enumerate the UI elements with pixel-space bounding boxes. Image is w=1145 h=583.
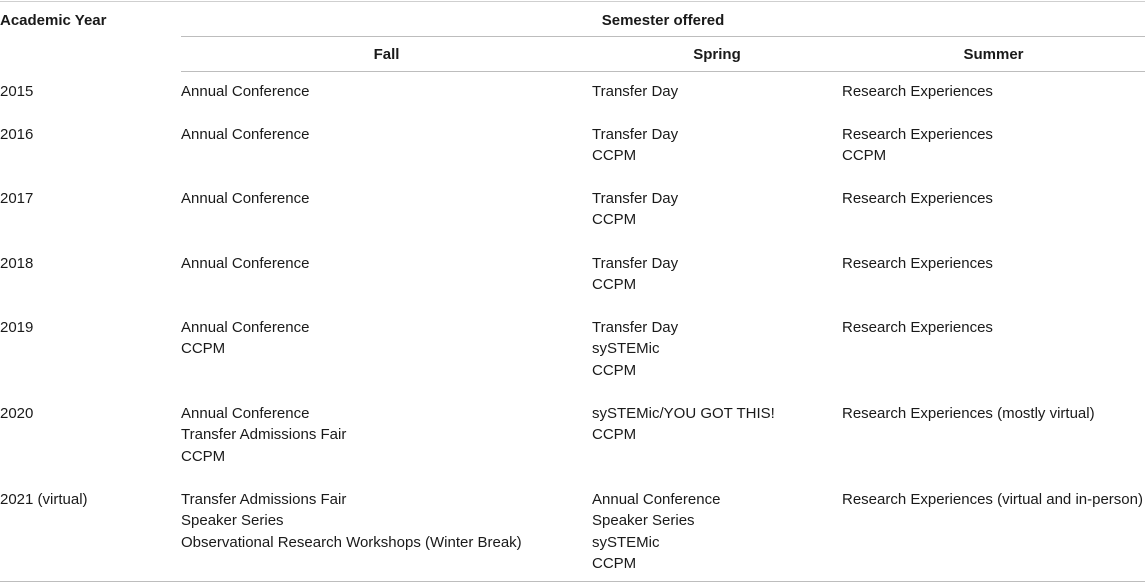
summer-cell [842,480,1145,582]
fall-event: Transfer Admissions Fair [181,426,347,443]
spring-event: CCPM [592,426,637,443]
year-cell: 2019 [0,318,34,336]
spring-header: Spring [592,37,842,72]
table-body [0,72,1145,582]
spring-event: CCPM [592,555,637,572]
semester-offerings-table [0,1,1145,582]
fall-cell [181,115,592,179]
year-cell: 2018 [0,254,34,272]
table-row [0,179,1145,244]
table-row [0,308,1145,394]
fall-event: Annual Conference [181,189,310,207]
fall-cell [181,72,592,115]
spring-event: CCPM [592,276,637,293]
summer-event: Research Experiences [842,83,993,100]
spring-event: Transfer Day [592,189,679,207]
fall-cell [181,308,592,394]
spring-event: Transfer Day [592,318,679,336]
summer-event: Research Experiences (mostly virtual) [842,404,1095,422]
summer-event: Research Experiences [842,125,993,143]
summer-event: Research Experiences [842,318,993,336]
year-cell: 2021 (virtual) [0,480,181,582]
summer-event: Research Experiences [842,189,993,207]
year-cell: 2015 [0,82,34,100]
summer-header: Summer [842,37,1145,72]
spring-cell [592,244,842,308]
spring-cell [592,480,842,582]
fall-event: Annual Conference [181,254,310,272]
semester-offered-header: Semester offered [181,2,1145,37]
summer-cell [842,179,1145,244]
summer-cell [842,115,1145,179]
summer-cell [842,394,1145,480]
table-row [0,72,1145,115]
fall-cell [181,480,592,582]
fall-cell [181,179,592,244]
fall-event: Annual Conference [181,83,310,100]
table-row [0,244,1145,308]
year-cell: 2016 [0,125,34,143]
spring-event: sySTEMic [592,340,660,357]
fall-event: Speaker Series [181,512,284,529]
year-cell: 2020 [0,404,34,422]
spring-event: Speaker Series [592,512,695,529]
spring-cell [592,115,842,179]
fall-header: Fall [181,37,592,72]
spring-event: Transfer Day [592,83,679,100]
summer-cell [842,308,1145,394]
fall-event: Annual Conference [181,404,310,422]
spring-event: CCPM [592,147,637,164]
fall-cell [181,394,592,480]
spring-event: Transfer Day [592,254,679,272]
academic-year-header: Academic Year [0,2,181,72]
summer-event: Research Experiences [842,254,993,272]
summer-cell [842,72,1145,115]
spring-event: Transfer Day [592,125,679,143]
spring-cell [592,308,842,394]
spring-cell [592,179,842,244]
spring-event: sySTEMic [592,533,660,551]
spring-event: CCPM [592,211,637,228]
spring-event: CCPM [592,361,637,379]
spring-cell [592,72,842,115]
fall-event: CCPM [181,447,226,465]
fall-event: Annual Conference [181,125,310,143]
summer-cell [842,244,1145,308]
table-row [0,394,1145,480]
fall-event: Transfer Admissions Fair [181,490,347,508]
fall-cell [181,244,592,308]
year-cell: 2017 [0,189,34,207]
table-row [0,480,1145,582]
spring-event: Annual Conference [592,490,721,508]
summer-event: CCPM [842,147,887,164]
spring-event: sySTEMic/YOU GOT THIS! [592,404,775,422]
table-row [0,115,1145,179]
spring-cell [592,394,842,480]
fall-event: Annual Conference [181,318,310,336]
fall-event: Observational Research Workshops (Winter Break) [181,533,522,551]
summer-event: Research Experiences (virtual and in-person) [842,490,1143,508]
fall-event: CCPM [181,340,226,357]
